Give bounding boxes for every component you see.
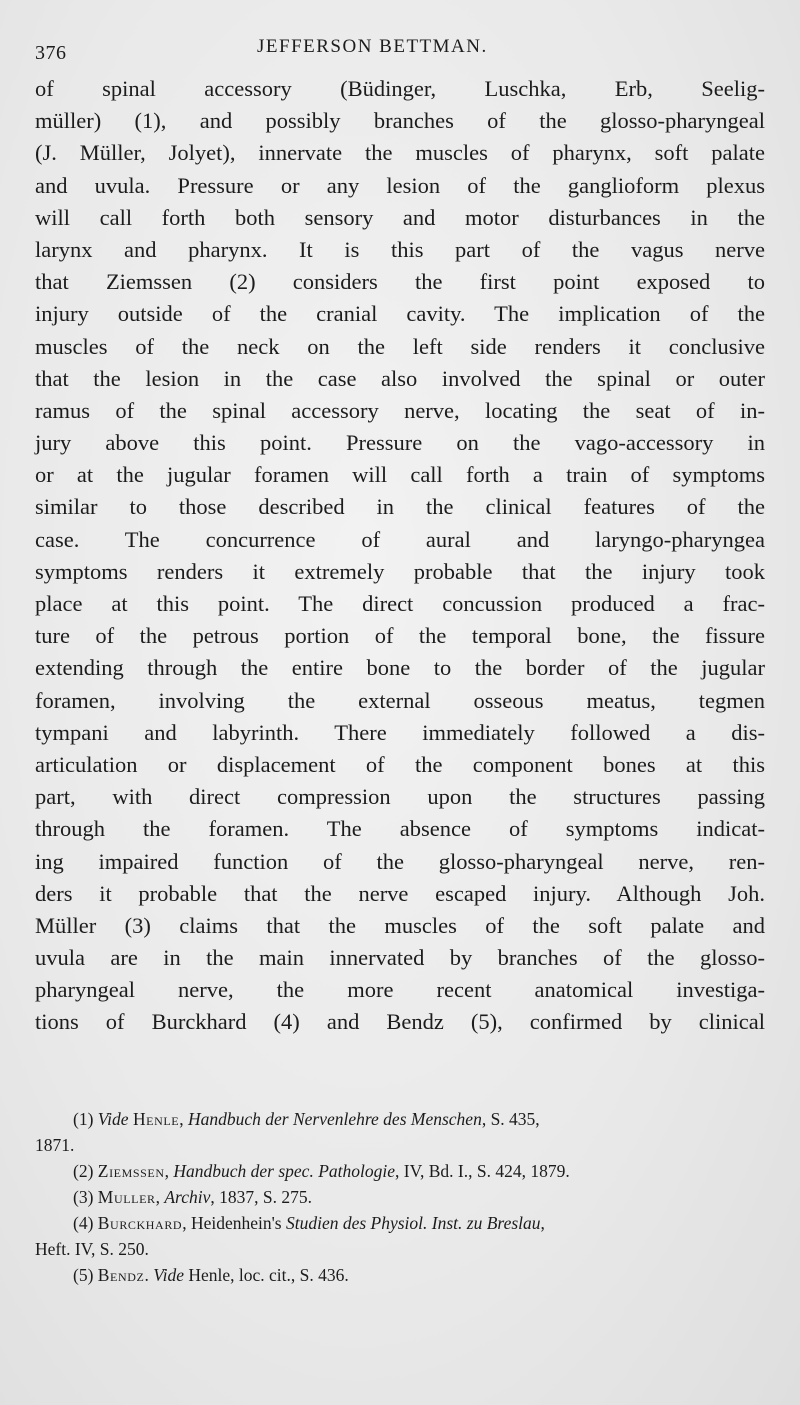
footnote-continuation: Heft. IV, S. 250. xyxy=(35,1239,149,1259)
footnote-author: Burckhard xyxy=(97,1213,183,1233)
footnote-prefix: Vide xyxy=(97,1109,133,1129)
footnote-number: (2) xyxy=(73,1161,94,1181)
footnote-separator: , xyxy=(155,1187,165,1207)
footnote-separator: . xyxy=(144,1265,154,1285)
body-line: foramen, involving the external osseous meatus, tegmen xyxy=(35,687,765,713)
body-line: articulation or displacement of the component bones at this xyxy=(35,751,765,777)
body-line: place at this point. The direct concussion produced a frac- xyxy=(35,591,765,616)
footnote-number: (5) xyxy=(73,1265,94,1285)
body-line: ramus of the spinal accessory nerve, locating the seat of in- xyxy=(35,397,765,423)
footnote-title: Archiv xyxy=(164,1187,211,1207)
footnote-details: Henle, loc. cit., S. 436. xyxy=(183,1265,349,1285)
footnote-author: Henle xyxy=(132,1109,180,1129)
body-line: larynx and pharynx. It is this part of the vagus nerve xyxy=(35,236,765,262)
body-line: of spinal accessory (Büdinger, Luschka, Erb, Seelig- xyxy=(35,76,765,101)
body-line: case. The concurrence of aural and laryngo-pharyngea xyxy=(35,526,765,552)
body-line: müller) (1), and possibly branches of the glosso-pharyngeal xyxy=(35,108,765,134)
footnote-title: Studien des Physiol. Inst. zu Breslau xyxy=(285,1213,541,1233)
footnote-title: Handbuch der Nervenlehre des Menschen xyxy=(187,1109,482,1129)
body-line: Müller (3) claims that the muscles of the soft palate and xyxy=(35,912,765,938)
footnote-title: Vide xyxy=(153,1265,184,1285)
footnote-details: , IV, Bd. I., S. 424, 1879. xyxy=(395,1161,570,1181)
body-line: injury outside of the cranial cavity. The implication of the xyxy=(35,301,765,327)
page-number: 376 xyxy=(35,42,67,64)
body-line: symptoms renders it extremely probable that the injury took xyxy=(35,558,765,584)
footnote xyxy=(35,1262,765,1288)
footnote-author: Bendz xyxy=(97,1265,145,1285)
footnote xyxy=(35,1158,765,1184)
body-line: tions of Burckhard (4) and Bendz (5), confirmed by clinical xyxy=(35,1009,765,1035)
body-line: (J. Müller, Jolyet), innervate the muscles of pharynx, soft palate xyxy=(35,140,765,166)
footnote-details: , 1837, S. 275. xyxy=(210,1187,312,1207)
footnote-separator: , xyxy=(164,1161,174,1181)
body-line: uvula are in the main innervated by branches of the glosso- xyxy=(35,945,765,971)
body-line: extending through the entire bone to the border of the jugular xyxy=(35,655,765,681)
footnote-details: , xyxy=(540,1213,545,1233)
footnote-author: Muller xyxy=(97,1187,156,1207)
footnote-author: Ziemssen xyxy=(97,1161,165,1181)
body-line: ders it probable that the nerve escaped injury. Although Joh. xyxy=(35,880,765,906)
footnotes xyxy=(35,1106,765,1288)
body-line: pharyngeal nerve, the more recent anatomical investiga- xyxy=(35,977,765,1003)
body-line: and uvula. Pressure or any lesion of the ganglioform plexus xyxy=(35,172,765,198)
footnote-separator: , Heidenhein's xyxy=(182,1213,286,1233)
body-line: part, with direct compression upon the structures passing xyxy=(35,784,765,810)
footnote-details: , S. 435, xyxy=(481,1109,540,1129)
body-line: that the lesion in the case also involved the spinal or outer xyxy=(35,365,765,391)
body-line: jury above this point. Pressure on the vago-accessory in xyxy=(35,430,765,456)
running-head: JEFFERSON BETTMAN. xyxy=(257,36,488,57)
body-line: ing impaired function of the glosso-pharyngeal nerve, ren- xyxy=(35,848,765,874)
body-line: ture of the petrous portion of the temporal bone, the fissure xyxy=(35,623,765,649)
footnote-title: Handbuch der spec. Pathologie xyxy=(173,1161,395,1181)
body-line: similar to those described in the clinical features of the xyxy=(35,494,765,520)
footnote-continuation: 1871. xyxy=(35,1135,75,1155)
footnote xyxy=(35,1106,765,1132)
page-header xyxy=(35,36,765,66)
footnote-number: (4) xyxy=(73,1213,94,1233)
footnote xyxy=(35,1210,765,1236)
footnote-separator: , xyxy=(179,1109,188,1129)
body-text xyxy=(35,73,765,1039)
footnote-number: (1) xyxy=(73,1109,94,1129)
footnote-number: (3) xyxy=(73,1187,94,1207)
footnote xyxy=(35,1184,765,1210)
body-line: will call forth both sensory and motor disturbances in the xyxy=(35,204,765,230)
body-line: that Ziemssen (2) considers the first point exposed to xyxy=(35,269,765,295)
body-line: muscles of the neck on the left side renders it conclusive xyxy=(35,333,765,359)
body-line: through the foramen. The absence of symptoms indicat- xyxy=(35,816,765,842)
body-line: or at the jugular foramen will call forth a train of symptoms xyxy=(35,462,765,488)
body-line: tympani and labyrinth. There immediately followed a dis- xyxy=(35,719,765,745)
